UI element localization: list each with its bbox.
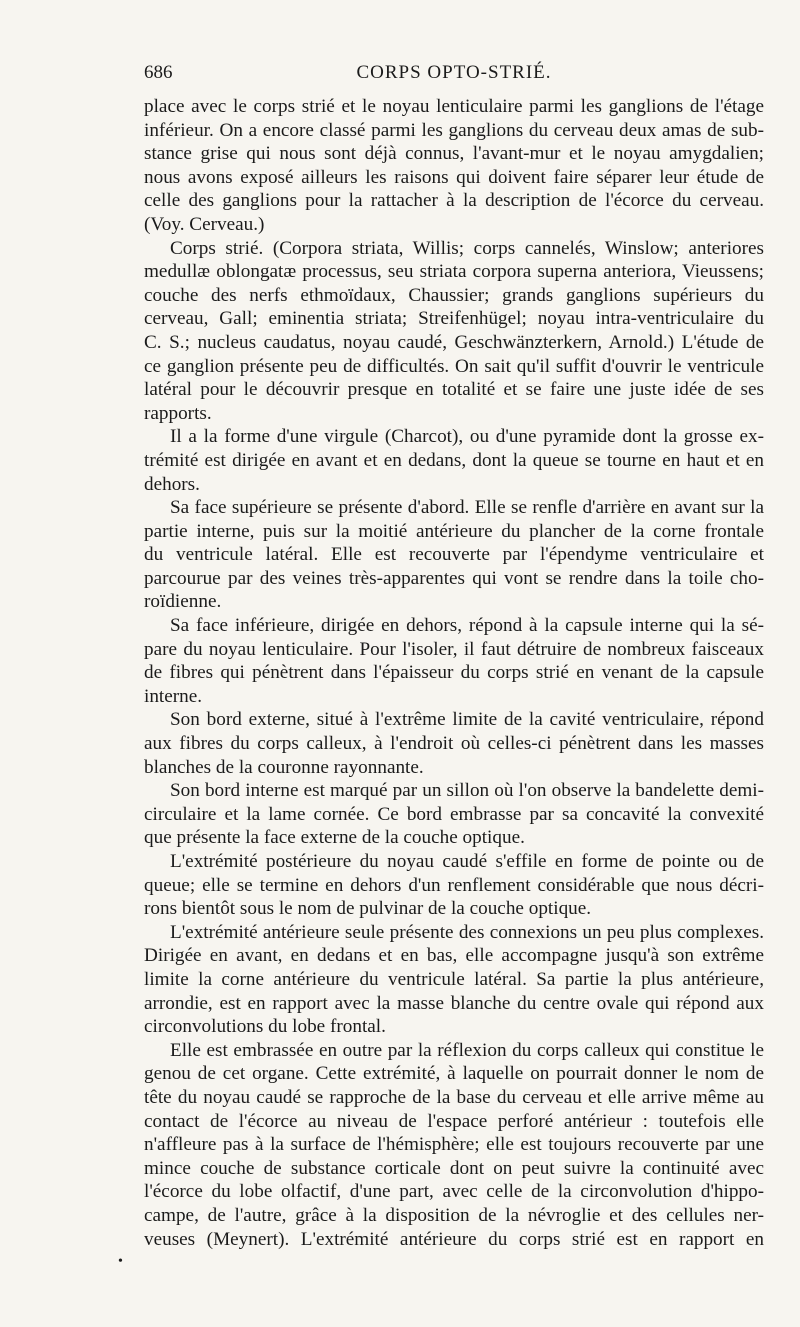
text-line: trémité est dirigée en avant et en dedans, dont la queue se tourne en haut et en [144, 449, 764, 471]
page-header [144, 62, 764, 92]
text-line: Dirigée en avant, en dedans et en bas, elle accompagne jusqu'à son extrême [144, 945, 764, 967]
text-line: parcourue par des veines très-apparentes qui vont se rendre dans la toile cho- [144, 567, 764, 589]
text-line: Elle est embrassée en outre par la réflexion du corps calleux qui constitue le [170, 1039, 764, 1061]
text-line: medullæ oblongatæ processus, seu striata corpora superna anteriora, Vieussens; [144, 261, 764, 283]
text-line: circulaire et la lame cornée. Ce bord embrasse par sa concavité la convexité [144, 803, 764, 825]
text-line: roïdienne. [144, 591, 222, 613]
text-line: rons bientôt sous le nom de pulvinar de la couche optique. [144, 898, 592, 920]
bullet-mark: • [118, 1254, 123, 1269]
text-line: nous avons exposé ailleurs les raisons qui doivent faire séparer leur étude de [144, 166, 764, 188]
text-line: du ventricule latéral. Elle est recouverte par l'épendyme ventriculaire et [144, 544, 764, 566]
text-line: aux fibres du corps calleux, à l'endroit où celles-ci pénètrent dans les masses [144, 733, 764, 755]
text-line: Sa face inférieure, dirigée en dehors, répond à la capsule interne qui la sé- [170, 615, 764, 637]
text-line: Sa face supérieure se présente d'abord. Elle se renfle d'arrière en avant sur la [170, 497, 764, 519]
text-line: queue; elle se termine en dehors d'un renflement considérable que nous décri- [144, 874, 764, 896]
text-line: C. S.; nucleus caudatus, noyau caudé, Geschwänzterkern, Arnold.) L'étude de [144, 331, 764, 353]
text-line: que présente la face externe de la couche optique. [144, 827, 525, 849]
text-line: L'extrémité antérieure seule présente des connexions un peu plus complexes. [170, 921, 764, 943]
text-line: cerveau, Gall; eminentia striata; Streifenhügel; noyau intra-ventriculaire du [144, 308, 764, 330]
body-text [144, 95, 764, 1251]
text-line: circonvolutions du lobe frontal. [144, 1016, 386, 1038]
text-line: dehors. [144, 473, 200, 495]
text-line: (Voy. Cerveau.) [144, 213, 265, 235]
text-line: ce ganglion présente peu de difficultés. On sait qu'il suffit d'ouvrir le ventricule [144, 355, 764, 377]
text-line: Il a la forme d'une virgule (Charcot), ou d'une pyramide dont la grosse ex- [170, 426, 764, 448]
text-line: genou de cet organe. Cette extrémité, à laquelle on pourrait donner le nom de [144, 1063, 764, 1085]
text-line: l'écorce du lobe olfactif, d'une part, avec celle de la circonvolution d'hippo- [144, 1181, 764, 1203]
text-line: blanches de la couronne rayonnante. [144, 756, 424, 778]
text-line: limite la corne antérieure du ventricule latéral. Sa partie la plus antérieure, [144, 968, 764, 990]
text-line: celle des ganglions pour la rattacher à la description de l'écorce du cerveau. [144, 190, 764, 212]
text-line: partie interne, puis sur la moitié antérieure du plancher de la corne frontale [144, 520, 764, 542]
text-line: arrondie, est en rapport avec la masse blanche du centre ovale qui répond aux [144, 992, 764, 1014]
text-line: de fibres qui pénètrent dans l'épaisseur du corps strié en venant de la capsule [144, 662, 764, 684]
text-line: L'extrémité postérieure du noyau caudé s'effile en forme de pointe ou de [170, 851, 764, 872]
text-line: tête du noyau caudé se rapproche de la base du cerveau et elle arrive même au [144, 1086, 764, 1108]
text-line: Son bord interne est marqué par un sillon où l'on observe la bandelette demi- [170, 780, 764, 802]
text-line: latéral pour le découvrir presque en totalité et se faire une juste idée de ses [144, 379, 764, 401]
text-line: mince couche de substance corticale dont on peut suivre la continuité avec [144, 1157, 764, 1179]
text-line: stance grise qui nous sont déjà connus, l'avant-mur et le noyau amygdalien; [144, 143, 764, 165]
text-line: interne. [144, 685, 203, 707]
text-line: place avec le corps strié et le noyau lenticulaire parmi les ganglions de l'étage [144, 96, 764, 117]
text-line: n'affleure pas à la surface de l'hémisphère; elle est toujours recouverte par une [144, 1134, 764, 1156]
text-line: pare du noyau lenticulaire. Pour l'isoler, il faut détruire de nombreux faisceaux [144, 638, 764, 660]
text-line: campe, de l'autre, grâce à la disposition de la névroglie et des cellules ner- [144, 1204, 764, 1226]
page-number: 686 [144, 62, 173, 83]
text-line: rapports. [144, 402, 212, 424]
text-line: couche des nerfs ethmoïdaux, Chaussier; grands ganglions supérieurs du [144, 284, 764, 306]
text-line: Son bord externe, situé à l'extrême limite de la cavité ventriculaire, répond [170, 709, 764, 731]
text-line: veuses (Meynert). L'extrémité antérieure du corps strié est en rapport en [144, 1228, 764, 1250]
running-title: CORPS OPTO-STRIÉ. [356, 62, 552, 83]
text-line: contact de l'écorce au niveau de l'espace perforé antérieur : toutefois elle [144, 1110, 764, 1132]
text-line: inférieur. On a encore classé parmi les ganglions du cerveau deux amas de sub- [144, 119, 764, 141]
text-line: Corps strié. (Corpora striata, Willis; corps cannelés, Winslow; anteriores [170, 237, 764, 259]
